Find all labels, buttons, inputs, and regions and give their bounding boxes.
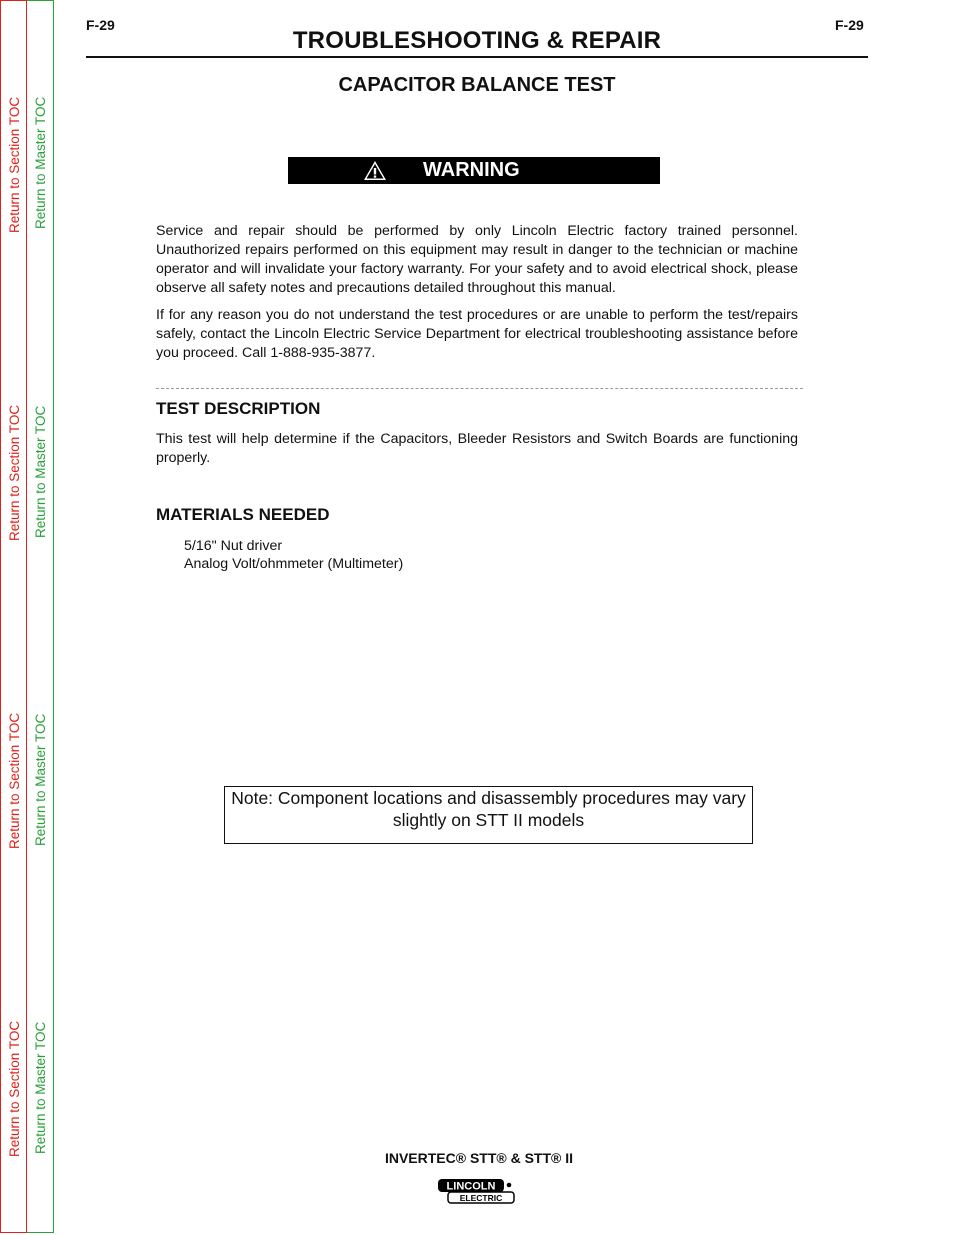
test-description-text: This test will help determine if the Capacitors, Bleeder Resistors and Switch Boards are functioning properly. (156, 431, 798, 466)
return-to-master-toc-link[interactable]: Return to Master TOC (33, 96, 48, 229)
svg-text:ELECTRIC: ELECTRIC (459, 1193, 503, 1203)
model-footer: INVERTEC® STT® & STT® II (384, 1150, 574, 1166)
page-title: TROUBLESHOOTING & REPAIR (292, 27, 662, 54)
title-rule (86, 56, 868, 58)
material-item: Analog Volt/ohmmeter (Multimeter) (184, 556, 404, 572)
safety-paragraph: Service and repair should be performed by only Lincoln Electric factory trained personnel. Unauthorized repairs performed on this equipment may result in danger to the technician or machine operator and will invalidate your factory warranty. For your safety and to avoid electrical shock, please observe all safety notes and precautions detailed throughout this manual. (156, 223, 798, 296)
warning-triangle-icon (363, 160, 387, 181)
warning-banner (288, 157, 660, 184)
lincoln-electric-logo (437, 1178, 517, 1205)
material-item: 5/16" Nut driver (184, 538, 283, 554)
test-description-heading: TEST DESCRIPTION (156, 399, 321, 418)
return-to-section-toc-link[interactable]: Return to Section TOC (7, 404, 22, 541)
dashed-divider (156, 388, 803, 389)
warning-label: WARNING (423, 159, 520, 181)
svg-text:LINCOLN: LINCOLN (446, 1180, 496, 1193)
return-to-section-toc-link[interactable]: Return to Section TOC (7, 712, 22, 849)
return-to-section-toc-link[interactable]: Return to Section TOC (7, 1020, 22, 1157)
page-number-left: F-29 (86, 17, 115, 33)
page-number-right: F-29 (835, 17, 864, 33)
section-title: CAPACITOR BALANCE TEST (338, 74, 616, 96)
help-paragraph: If for any reason you do not understand the test procedures or are unable to perform the test/repairs safely, contact the Lincoln Electric Service Department for electrical troubleshooting assistance before you proceed. Call 1-888-935-3877. (156, 307, 798, 361)
materials-heading: MATERIALS NEEDED (156, 505, 330, 524)
return-to-section-toc-link[interactable]: Return to Section TOC (7, 96, 22, 233)
return-to-master-toc-link[interactable]: Return to Master TOC (33, 405, 48, 538)
note-box: Note: Component locations and disassembly procedures may vary slightly on STT II models (224, 786, 753, 844)
return-to-master-toc-link[interactable]: Return to Master TOC (33, 713, 48, 846)
return-to-master-toc-link[interactable]: Return to Master TOC (33, 1021, 48, 1154)
